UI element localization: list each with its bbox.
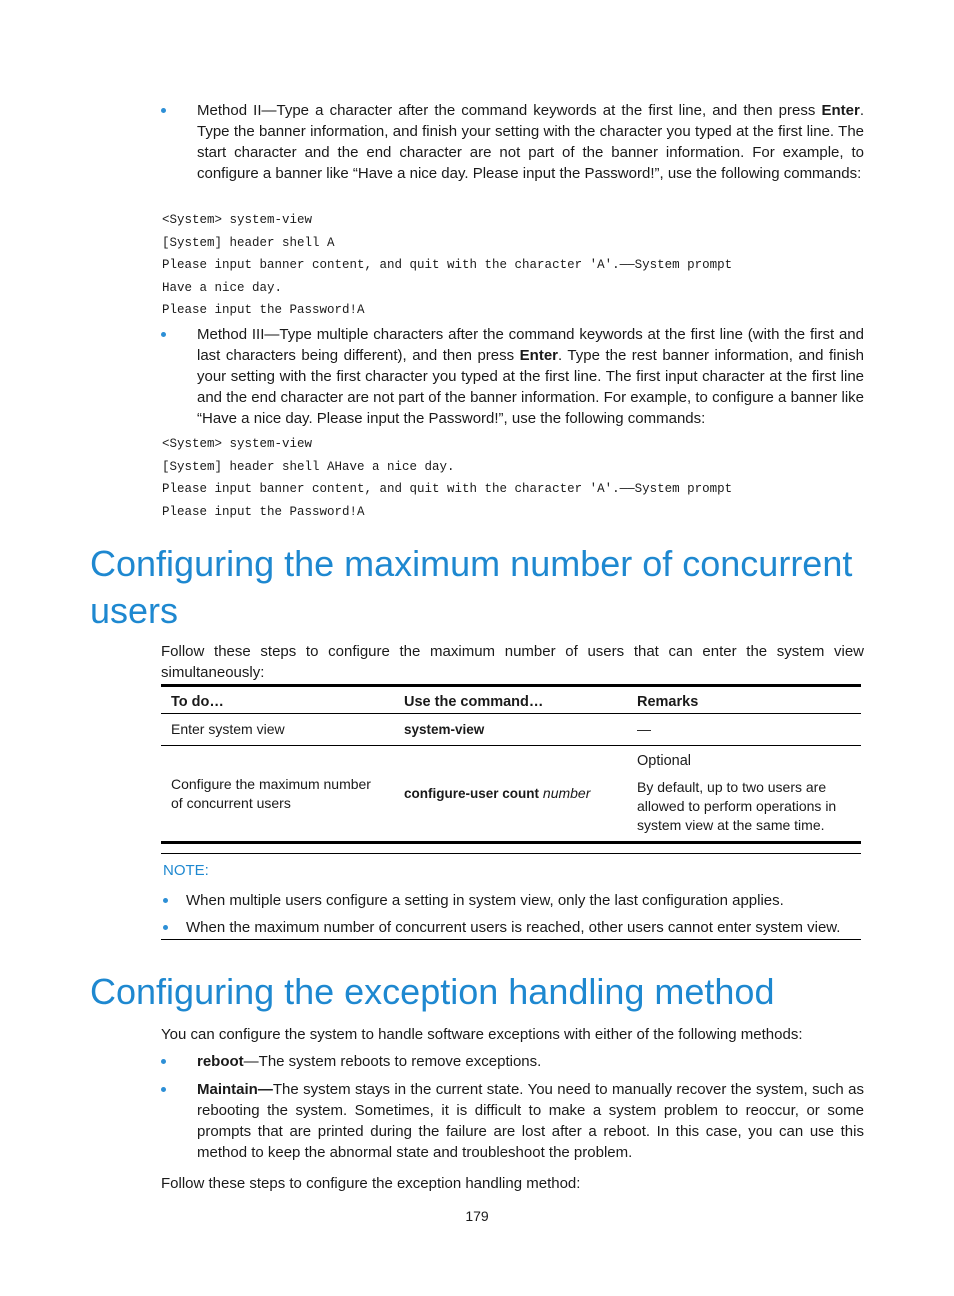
method3-key: Enter	[519, 347, 558, 364]
bullet-reboot	[161, 1051, 864, 1072]
note-box	[161, 853, 861, 940]
code-line: [System] header shell AHave a nice day.	[162, 459, 455, 474]
command-table	[161, 684, 861, 844]
bullet-dot-icon	[161, 1087, 166, 1092]
command-argument: number	[542, 785, 591, 801]
bullet-method-3	[161, 324, 864, 429]
code-line: <System> system-view	[162, 437, 313, 451]
bullet-dot-icon	[161, 108, 166, 113]
method2-prefix: Method II—Type a character after the command keywords at the first line, and then press	[197, 102, 822, 119]
table-header-row	[161, 686, 861, 714]
section1-intro: Follow these steps to configure the maximum number of users that can enter the system view simultaneously:	[161, 643, 864, 681]
method2-key: Enter	[821, 102, 860, 119]
table-header-todo: To do…	[161, 686, 394, 714]
cell-remarks: —	[627, 714, 861, 746]
section2-intro: You can configure the system to handle software exceptions with either of the following methods:	[161, 1026, 803, 1043]
command-keyword: configure-user count	[404, 786, 540, 801]
code-line: <System> system-view	[162, 213, 313, 227]
code-block-2	[162, 433, 732, 523]
cell-command	[394, 746, 627, 843]
code-line: Please input the Password!A	[162, 504, 365, 519]
note-label: NOTE:	[163, 862, 209, 879]
code-line: Have a nice day.	[162, 280, 283, 295]
cell-command: system-view	[394, 714, 627, 746]
bullet-dot-icon	[163, 925, 168, 930]
table-row	[161, 714, 861, 746]
maintain-text: The system stays in the current state. You need to manually recover the system, such as rebooting the system. Sometimes, it is difficult to make a system problem to reoccur, or some prompts that are printed during the failure are lost after a reboot. In this case, you can use this method to keep the abnormal state and troubleshoot the problem.	[197, 1081, 864, 1161]
reboot-key: reboot	[197, 1053, 244, 1070]
code-line: Please input banner content, and quit with the character 'A'.——System prompt	[162, 482, 733, 496]
cell-todo: Enter system view	[161, 714, 394, 746]
code-block-1	[162, 209, 732, 322]
code-line: [System] header shell A	[162, 235, 335, 250]
remarks-optional: Optional	[637, 753, 692, 769]
bullet-dot-icon	[161, 1059, 166, 1064]
method3-suffix: . Type the rest banner information, and finish your setting with the first character you typed at the first line. The first input character at the first line and the end character are not part of the banner information. For example, to configure a banner like “Have a nice day. Please input the Password!”, use the following commands:	[197, 347, 864, 427]
cell-remarks	[627, 746, 861, 843]
section-heading-concurrent-users: Configuring the maximum number of concurrent users	[90, 543, 853, 631]
remarks-default: By default, up to two users are allowed to perform operations in system view at the same time.	[637, 779, 837, 833]
table-header-remarks: Remarks	[627, 686, 861, 714]
code-line: Please input banner content, and quit with the character 'A'.——System prompt	[162, 258, 733, 272]
maintain-key: Maintain—	[197, 1081, 273, 1098]
table-header-command: Use the command…	[394, 686, 627, 714]
method3-prefix: Method III—Type multiple characters after the command keywords at the first line (with the first and last characters being different), and then press	[197, 326, 864, 364]
note-item: When the maximum number of concurrent users is reached, other users cannot enter system view.	[163, 917, 840, 938]
method2-suffix: . Type the banner information, and finish your setting with the character you typed at the first line. The start character and the end character are not part of the banner information. For example, to configure a banner like “Have a nice day. Please input the Password!”, use the following commands:	[197, 102, 864, 182]
cell-todo: Configure the maximum number of concurrent users	[161, 746, 394, 843]
bullet-dot-icon	[161, 332, 166, 337]
section2-outro: Follow these steps to configure the exception handling method:	[161, 1175, 581, 1192]
code-line: Please input the Password!A	[162, 303, 365, 317]
reboot-text: —The system reboots to remove exceptions.	[243, 1053, 542, 1070]
section-heading-exception-handling: Configuring the exception handling method	[90, 971, 775, 1012]
bullet-maintain	[161, 1079, 864, 1163]
bullet-dot-icon	[163, 898, 168, 903]
note-item: When multiple users configure a setting in system view, only the last configuration applies.	[163, 890, 784, 911]
page-number: 179	[465, 1208, 489, 1224]
table-row	[161, 746, 861, 843]
bullet-method-2	[161, 100, 864, 184]
